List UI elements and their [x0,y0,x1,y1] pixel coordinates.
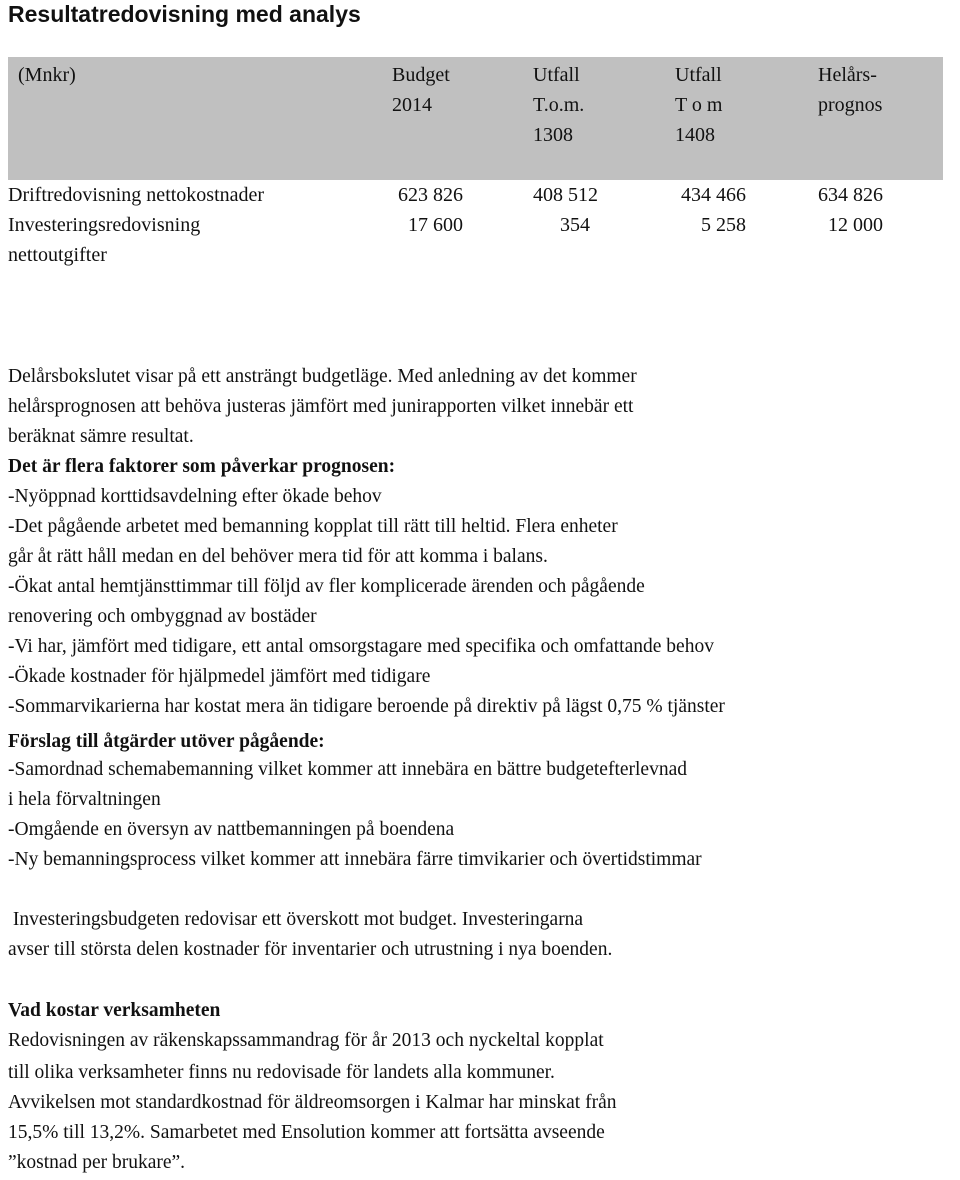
text-line: renovering och ombyggnad av bostäder [8,606,317,627]
text-line: -Ny bemanningsprocess vilket kommer att innebära färre timvikarier och övertidstimmar [8,849,702,870]
header-budget: Budget 2014 [392,64,450,116]
header-utfall-1408: Utfall T o m 1408 [675,64,723,146]
text-line: Redovisningen av räkenskapssammandrag för år 2013 och nyckeltal kopplat [8,1030,604,1051]
text-line: avser till största delen kostnader för inventarier och utrustning i nya boenden. [8,939,613,960]
text-line: -Nyöppnad korttidsavdelning efter ökade behov [8,486,382,507]
text-line: -Det pågående arbetet med bemanning kopplat till rätt till heltid. Flera enheter [8,516,618,537]
text-line: -Ökat antal hemtjänsttimmar till följd av fler komplicerade ärenden och pågående [8,576,645,597]
text-line: -Omgående en översyn av nattbemanningen på boendena [8,819,455,840]
row-label: Investeringsredovisning nettoutgifter [8,214,201,266]
row-utfall-1408: 434 466 [681,184,746,206]
section-heading: Vad kostar verksamheten [8,1000,221,1021]
text-line: 15,5% till 13,2%. Samarbetet med Ensolution kommer att fortsätta avseende [8,1122,605,1143]
table-header-band [8,57,943,180]
text-line: helårsprognosen att behöva justeras jämfört med junirapporten vilket innebär ett [8,396,634,417]
text-line: -Vi har, jämfört med tidigare, ett antal omsorgstagare med specifika och omfattande behov [8,636,714,657]
row-budget: 623 826 [398,184,463,206]
row-prognos: 634 826 [818,184,883,206]
page-title: Resultatredovisning med analys [8,1,361,27]
text-line: går åt rätt håll medan en del behöver mera tid för att komma i balans. [8,546,548,567]
row-utfall-1308: 408 512 [533,184,598,206]
text-line: Investeringsbudgeten redovisar ett överskott mot budget. Investeringarna [8,909,584,930]
text-line: ”kostnad per brukare”. [8,1152,186,1173]
text-line: Delårsbokslutet visar på ett ansträngt budgetläge. Med anledning av det kommer [8,366,637,387]
text-line: i hela förvaltningen [8,789,161,810]
row-utfall-1308: 354 [560,214,590,236]
text-line: till olika verksamheter finns nu redovisade för landets alla kommuner. [8,1062,555,1083]
text-line: -Sommarvikarierna har kostat mera än tidigare beroende på direktiv på lägst 0,75 % tjänster [8,696,725,717]
text-line: -Ökade kostnader för hjälpmedel jämfört med tidigare [8,666,431,687]
section-heading: Det är flera faktorer som påverkar prognosen: [8,456,396,477]
header-label: (Mnkr) [18,64,76,86]
header-utfall-1308: Utfall T.o.m. 1308 [533,64,585,146]
section-heading: Förslag till åtgärder utöver pågående: [8,731,325,752]
text-line: beräknat sämre resultat. [8,426,194,447]
row-prognos: 12 000 [828,214,883,236]
text-line: -Samordnad schemabemanning vilket kommer att innebära en bättre budgetefterlevnad [8,759,687,780]
header-prognos: Helårs- prognos [818,64,883,116]
text-line: Avvikelsen mot standardkostnad för äldreomsorgen i Kalmar har minskat från [8,1092,617,1113]
row-utfall-1408: 5 258 [701,214,746,236]
row-label: Driftredovisning nettokostnader [8,184,265,206]
row-budget: 17 600 [408,214,463,236]
